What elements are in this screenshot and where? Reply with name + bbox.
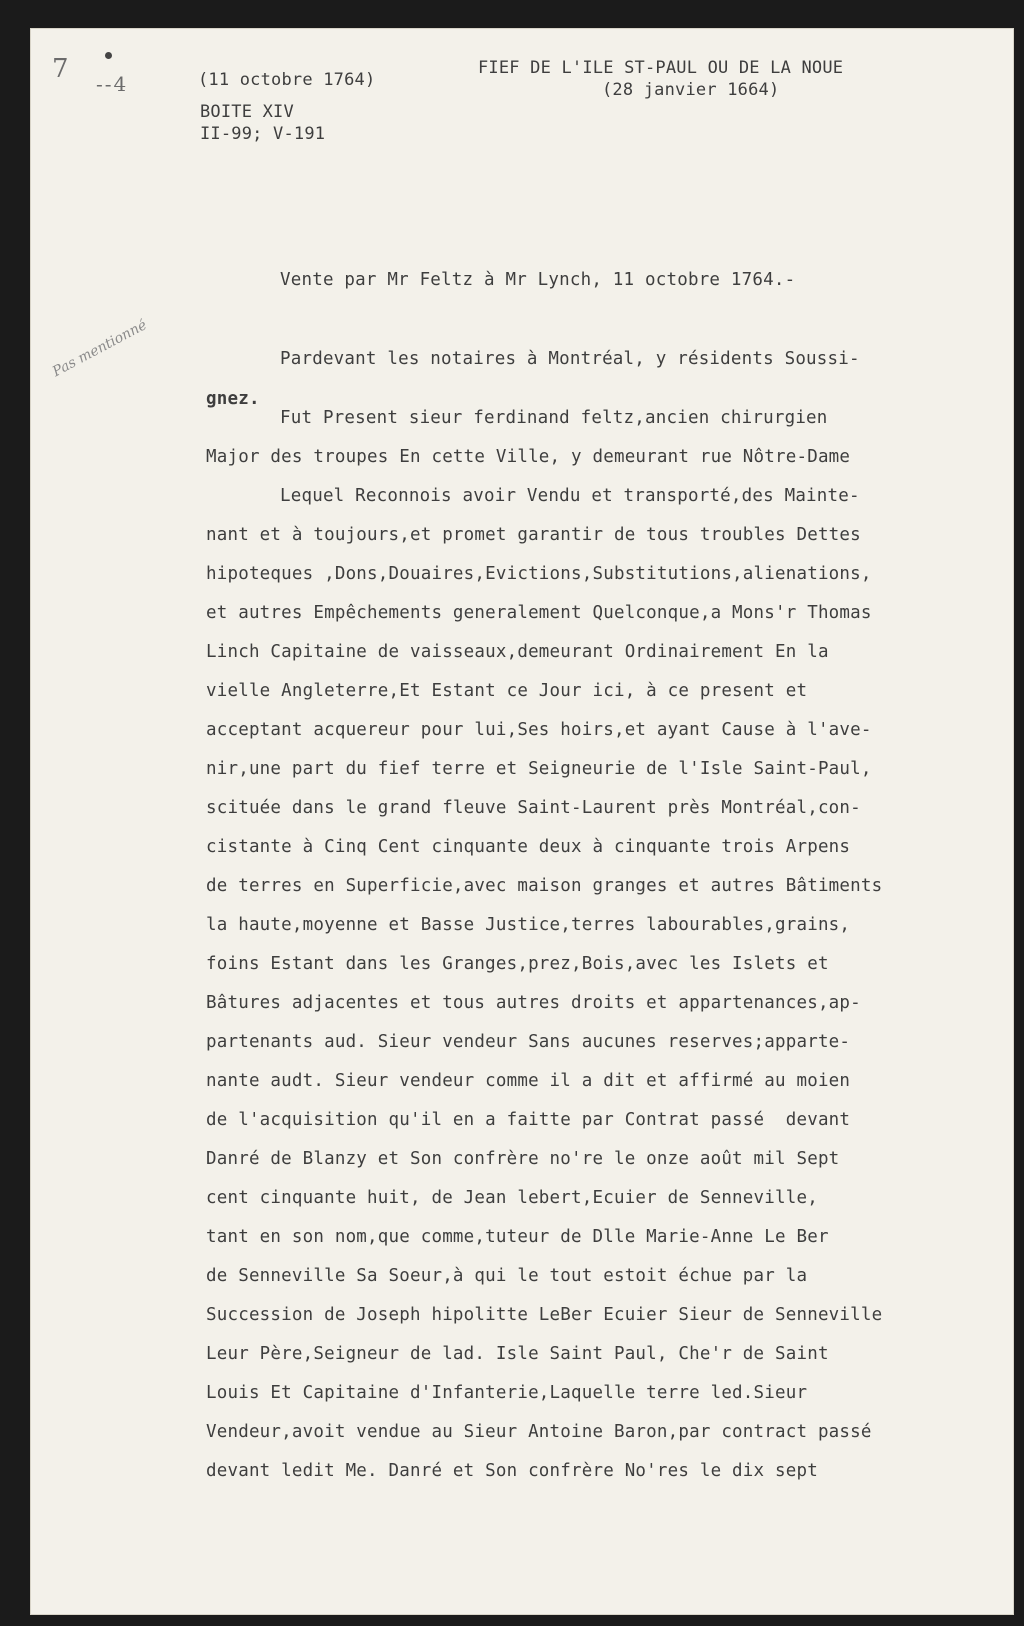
body-line: Lequel Reconnois avoir Vendu et transporté,des Mainte- [280, 486, 860, 506]
body-line: foins Estant dans les Granges,prez,Bois,avec les Islets et [206, 954, 829, 974]
body-line: gnez. [206, 389, 260, 409]
body-line: vielle Angleterre,Et Estant ce Jour ici, à ce present et [206, 681, 808, 701]
page-number: 7 [52, 54, 69, 84]
body-line: partenants aud. Sieur vendeur Sans aucunes reserves;apparte- [206, 1032, 851, 1052]
header-refs: II-99; V-191 [200, 124, 326, 144]
body-line: Fut Present sieur ferdinand feltz,ancien chirurgien [280, 408, 828, 428]
body-line: Linch Capitaine de vaisseaux,demeurant Ordinairement En la [206, 642, 829, 662]
document-heading: Vente par Mr Feltz à Mr Lynch, 11 octobre 1764.- [280, 270, 796, 290]
body-line: cistante à Cinq Cent cinquante deux à cinquante trois Arpens [206, 837, 851, 857]
body-line: et autres Empêchements generalement Quelconque,a Mons'r Thomas [206, 603, 872, 623]
left-mark: --4 [96, 72, 129, 96]
body-line: Succession de Joseph hipolitte LeBer Ecuier Sieur de Senneville [206, 1305, 883, 1325]
fief-date: (28 janvier 1664) [602, 80, 780, 100]
body-line: nant et à toujours,et promet garantir de tous troubles Dettes [206, 525, 861, 545]
body-line: cent cinquante huit, de Jean lebert,Ecuier de Senneville, [206, 1188, 818, 1208]
body-line: scituée dans le grand fleuve Saint-Laurent près Montréal,con- [206, 798, 861, 818]
punch-dot [105, 52, 112, 59]
body-line: Danré de Blanzy et Son confrère no're le onze août mil Sept [206, 1149, 840, 1169]
body-line: Leur Père,Seigneur de lad. Isle Saint Paul, Che'r de Saint [206, 1344, 829, 1364]
body-line: hipoteques ,Dons,Douaires,Evictions,Substitutions,alienations, [206, 564, 872, 584]
body-line: tant en son nom,que comme,tuteur de Dlle Marie-Anne Le Ber [206, 1227, 829, 1247]
fief-title: FIEF DE L'ILE ST-PAUL OU DE LA NOUE [478, 58, 844, 78]
body-line: de terres en Superficie,avec maison granges et autres Bâtiments [206, 876, 883, 896]
body-line: Bâtures adjacentes et tous autres droits et appartenances,ap- [206, 993, 861, 1013]
body-line: Vendeur,avoit vendue au Sieur Antoine Baron,par contract passé [206, 1422, 872, 1442]
body-line: Pardevant les notaires à Montréal, y résidents Soussi- [280, 349, 860, 369]
body-line: de Senneville Sa Soeur,à qui le tout estoit échue par la [206, 1266, 808, 1286]
header-box: BOITE XIV [200, 102, 294, 122]
body-line: acceptant acquereur pour lui,Ses hoirs,et ayant Cause à l'ave- [206, 720, 872, 740]
margin-note: Pas mentionné [50, 317, 150, 381]
body-line: Louis Et Capitaine d'Infanterie,Laquelle terre led.Sieur [206, 1383, 808, 1403]
body-line: Major des troupes En cette Ville, y demeurant rue Nôtre-Dame [206, 447, 851, 467]
header-date: (11 octobre 1764) [198, 70, 376, 90]
body-line: de l'acquisition qu'il en a faitte par Contrat passé devant [206, 1110, 851, 1130]
body-line: devant ledit Me. Danré et Son confrère No'res le dix sept [206, 1461, 818, 1481]
body-line: nante audt. Sieur vendeur comme il a dit et affirmé au moien [206, 1071, 851, 1091]
document-page [30, 28, 1014, 1615]
body-line: nir,une part du fief terre et Seigneurie de l'Isle Saint-Paul, [206, 759, 872, 779]
body-line: la haute,moyenne et Basse Justice,terres labourables,grains, [206, 915, 851, 935]
